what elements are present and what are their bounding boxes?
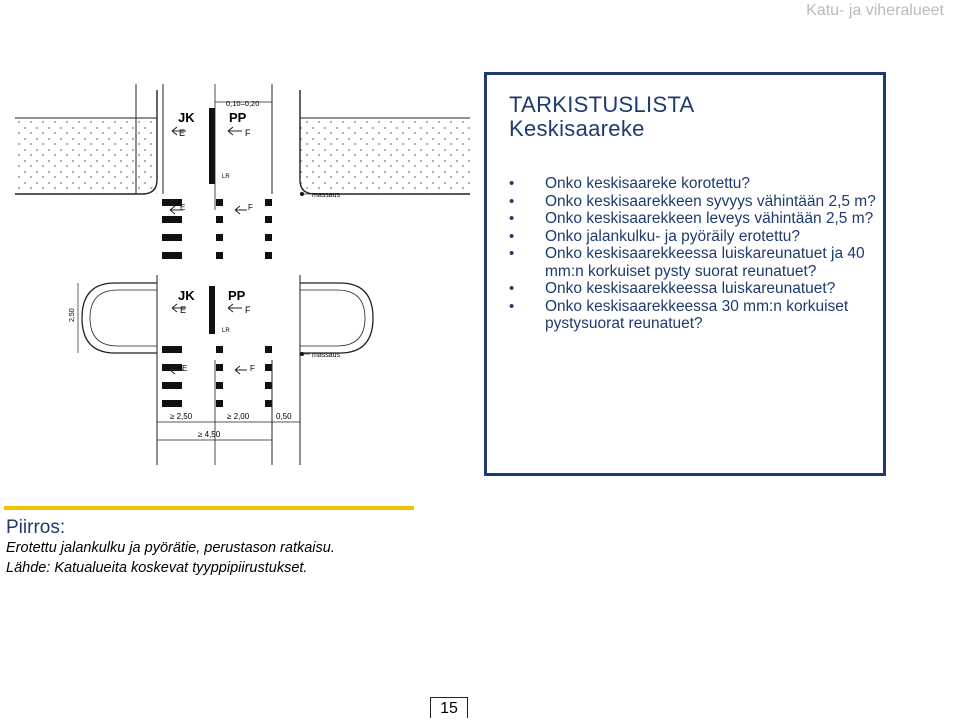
label-lr-mid: LR (222, 328, 230, 334)
label-lr-top: LR (222, 174, 230, 180)
checklist-title-line2: Keskisaareke (509, 116, 645, 141)
label-massaus-top: massaus (312, 192, 341, 199)
checklist-item: • Onko keskisaarekkeen syvyys vähintään 2,5 m? (509, 193, 879, 211)
label-e-arrow1: E (180, 203, 186, 212)
label-e-top: E (179, 128, 186, 138)
checklist-item: • Onko keskisaarekkeessa luiskareunatuet? (509, 280, 879, 298)
checklist-item: • Onko keskisaarekkeen leveys vähintään 2,5 m? (509, 210, 879, 228)
label-dim-top: 0,10–0,20 (226, 99, 260, 108)
label-e-arrow2: E (182, 364, 188, 373)
checklist-item: • Onko keskisaareke korotettu? (509, 175, 879, 193)
caption-line-1: Erotettu jalankulku ja pyörätie, perustason ratkaisu. (6, 540, 335, 556)
label-dim-450: ≥ 4,50 (198, 430, 221, 439)
arrow-left-icon (228, 127, 242, 135)
label-dim-050: 0,50 (276, 412, 292, 421)
checklist-item: • Onko keskisaarekkeessa luiskareunatuet ja 40 mm:n korkuiset pysty suorat reunatuet? (509, 245, 879, 280)
island-curb (209, 286, 215, 334)
label-dim-250: 2,50 (69, 308, 76, 322)
caption-title: Piirros: (6, 517, 66, 538)
label-jk-top: JK (178, 110, 195, 125)
checklist-title (509, 93, 695, 141)
arrow-left-icon (235, 366, 247, 374)
label-dim-200: ≥ 2,00 (227, 412, 250, 421)
label-f-arrow2: F (250, 364, 255, 373)
lower-crossing-stripes (162, 346, 272, 407)
label-pp-top: PP (229, 110, 247, 125)
top-sidewalk-right (300, 118, 470, 194)
label-jk-mid: JK (178, 288, 195, 303)
island-left (82, 283, 157, 353)
label-f-top: F (245, 128, 251, 138)
checklist-title-line1: TARKISTUSLISTA (509, 92, 695, 117)
label-f-arrow1: F (248, 203, 253, 212)
arrow-left-icon (228, 304, 242, 312)
arrow-left-icon (235, 206, 247, 214)
page-number: 15 (430, 697, 468, 718)
label-f-mid: F (245, 305, 251, 315)
checklist-panel (484, 72, 886, 476)
island-right (300, 283, 373, 353)
checklist-items (509, 175, 879, 333)
caption-divider (4, 506, 414, 510)
header-section-title: Katu- ja viheralueet (806, 2, 944, 19)
separating-curb (209, 108, 215, 184)
checklist-item: • Onko jalankulku- ja pyöräily erotettu? (509, 228, 879, 246)
caption-line-2: Lähde: Katualueita koskevat tyyppipiirustukset. (6, 560, 308, 576)
label-massaus-mid: massaus (312, 352, 341, 359)
upper-crossing-stripes (162, 199, 272, 259)
label-e-mid: E (180, 305, 187, 315)
checklist-item: • Onko keskisaarekkeessa 30 mm:n korkuiset pystysuorat reunatuet? (509, 298, 879, 333)
pedestrian-crossing-drawing (10, 70, 478, 472)
label-pp-mid: PP (228, 288, 246, 303)
label-dim-260: ≥ 2,50 (170, 412, 193, 421)
